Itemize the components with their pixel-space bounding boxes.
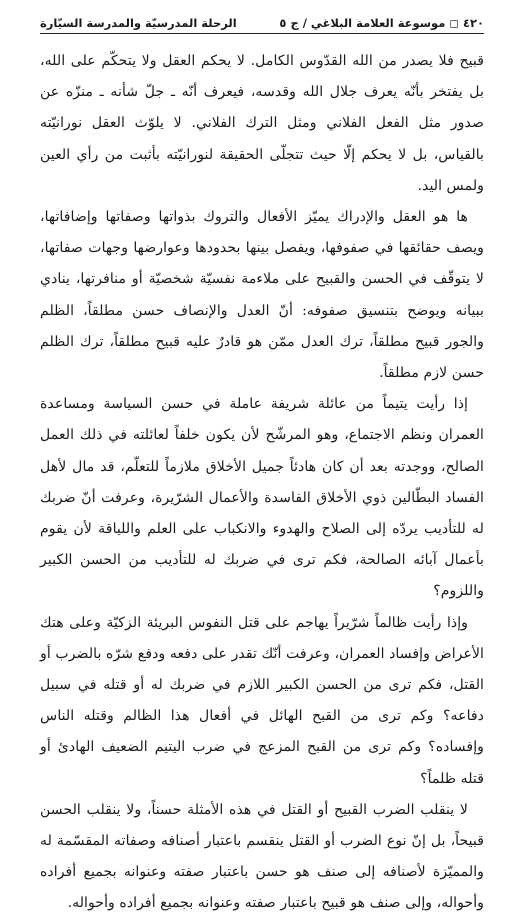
running-header — [40, 16, 484, 34]
paragraph-5: لا ينقلب الضرب القبيح أو القتل في هذه الأمثلة حسناً، ولا ينقلب الحسن قبيحاً، بل إنّ نوع الضرب أو القتل ينقسم باعتبار أصنافه وصفاته المقسّمة له والمميّزة لأصنافه إلى صنف هو حسن باعتبار صفته وعنوانه بجميع أفراده وأحواله، وإلى صنف هو قبيح باعتبار صفته وعنوانه بجميع أفراده وأحواله. — [40, 801, 484, 912]
header-page-and-volume: ٤٢٠ ◻ موسوعة العلامة البلاغي / ج ٥ — [279, 16, 484, 30]
paragraph-1: قبيح فلا يصدر من الله القدّوس الكامل. لا يحكم العقل ولا يتحكّم على الله، بل يفتخر بأنّه يعرف جلال الله وقدسه، فيعرف أنّه ـ جلّ شأنه ـ منزّه عن صدور مثل الفعل الفلاني ومثل الترك الفلاني. لا يلوّث العقل نورانيّته بالقياس، بل لا يحكم إلّا حيث تتجلّى الحقيقة لنورانيّته بأثبت من رأي العين ولمس اليد. — [40, 53, 484, 194]
header-section-title: الرحلة المدرسيّة والمدرسة السيّارة — [40, 16, 237, 30]
paragraph-3: إذا رأيت يتيماً من عائلة شريفة عاملة في حسن السياسة ومساعدة العمران ونظم الاجتماع، وهو المرشّح لأن يكون خلفاً لعائلته في ذلك العمل الصالح، ووجدته بعد أن كان هادئاً جميل الأخلاق ملازماً للتعلّم، قد مال لأهل الفساد البطّالين ذوي الأخلاق الفاسدة والأعمال الشرّيرة، وعرفت أنّ ضربك له للتأديب يردّه إلى الصلاح والهدوء والانكباب على العلم واللياقة لأن يقوم بأعمال آبائه الصالحة، فكم ترى في ضربك له للتأديب من الحسن الكبير واللزوم؟ — [40, 396, 484, 600]
paragraph-4: وإذا رأيت ظالماً شرّيراً يهاجم على قتل النفوس البريئة الزكيّة وعلى هتك الأعراض وإفساد العمران، وعرفت أنّك تقدر على دفعه ودفع شرّه بالضرب أو القتل، فكم ترى من الحسن الكبير اللازم في ضربك له أو قتله في سبيل دفاعه؟ وكم ترى من القبح الهائل في أفعال هذا الظالم وقتله الناس وإفساده؟ وكم ترى من القبح المزعج في ضرب اليتيم الضعيف الهادئ أو قتله ظلماً؟ — [40, 614, 484, 787]
paragraph-2: ها هو العقل والإدراك يميّز الأفعال والتروك بذواتها وصفاتها وإضافاتها، ويصف حقائقها في صفوفها، ويفصل بينها بحدودها وعوارضها وجهات صفاتها، لا يتوقّف في الحسن والقبيح على ملاءمة نفسيّة شخصيّة أو منافرتها، ينادي ببيانه ويوضح بتنسيق صفوفه: أنّ العدل والإنصاف حسن مطلقاً، الظلم والجور قبيح مطلقاً، ترك العدل ممّن هو قادرٌ عليه قبيح مطلقاً، ترك الظلم حسن لازم مطلقاً. — [40, 209, 484, 382]
